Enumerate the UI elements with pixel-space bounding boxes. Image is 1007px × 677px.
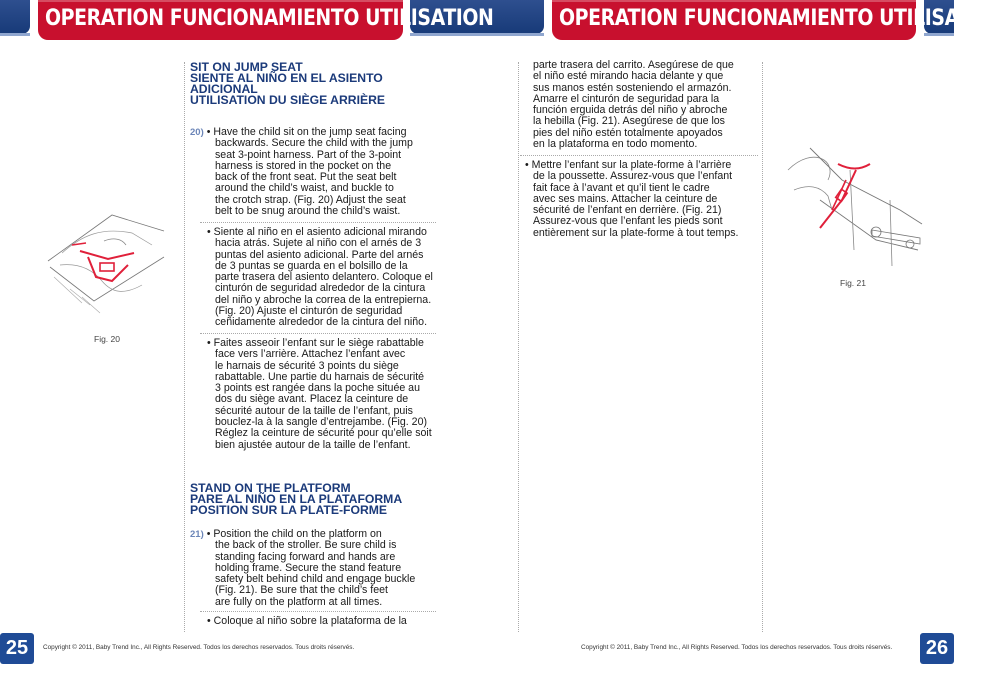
text-line: backwards. Secure the child with the jump — [215, 137, 413, 150]
copyright-right: Copyright © 2011, Baby Trend Inc., All Rights Reserved. Todos los derechos reservados. Tous droits réservés. — [581, 644, 893, 651]
fig-21-caption: Fig. 21 — [840, 278, 866, 288]
page-number-left: 25 — [0, 633, 34, 664]
step-number: 20) — [190, 127, 204, 138]
separator — [200, 611, 436, 612]
heading-line: SIENTE AL NIÑO EN EL ASIENTO — [190, 71, 383, 85]
fig-21-illustration — [780, 140, 930, 275]
text-line: safety belt behind child and engage buckle — [215, 573, 416, 586]
text-line: around the child’s waist, and buckle to — [215, 182, 394, 195]
text-line: seat 3-point harness. Part of the 3-point — [215, 148, 402, 161]
text-line: the crotch strap. (Fig. 20) Adjust the seat — [215, 193, 406, 206]
text-line: hacia atrás. Sujete al niño con el arnés de 3 — [215, 237, 422, 250]
header-bar-right — [552, 0, 1007, 40]
text-line: (Fig. 20) Ajuste el cinturón de seguridad — [215, 305, 403, 318]
heading-line: STAND ON THE PLATFORM — [190, 481, 351, 495]
column-divider-left — [184, 62, 185, 632]
header-title-right: OPERATION FUNCIONAMIENTO UTILISATION — [559, 6, 1007, 31]
safety-belt-icon — [838, 164, 870, 169]
text-line: sécurité de l’enfant en derrière. (Fig. 21) — [533, 204, 722, 217]
text-line: belt to be snug around the child’s waist. — [215, 205, 401, 218]
step-21-french — [525, 160, 739, 239]
header-rule-center — [410, 33, 544, 36]
text-line: • Faites asseoir l’enfant sur le siège rabattable — [207, 337, 424, 349]
seat-outline — [48, 215, 164, 261]
header-rule-right — [924, 33, 954, 36]
text-line: Assurez-vous que l’enfant les pieds sont — [533, 215, 723, 228]
text-line: face vers l’arrière. Attachez l’enfant avec — [215, 348, 406, 361]
text-line: el niño esté mirando hacia delante y que — [533, 70, 724, 83]
text-line: pies del niño estén totalmente apoyados — [533, 126, 723, 139]
text-line: función erguida detrás del niño y abroche — [533, 104, 728, 117]
text-line: le harnais de sécurité 3 points du siège — [215, 359, 399, 372]
header-rule-left — [0, 33, 30, 36]
step-21-english — [190, 529, 415, 608]
text-line: de 3 puntas se guarda en el bolsillo de la — [215, 259, 408, 272]
text-line: avec ses mains. Attacher la ceinture de — [533, 192, 718, 205]
section-heading-jump-seat — [190, 62, 385, 106]
heading-line: POSITION SUR LA PLATE-FORME — [190, 503, 388, 517]
text-line: parte trasera del carrito. Asegúrese de que — [533, 59, 734, 71]
fig-20-caption: Fig. 20 — [94, 334, 120, 344]
heading-line: ADICIONAL — [190, 82, 258, 96]
hand-outline — [788, 157, 830, 180]
text-line: la hebilla (Fig. 21). Asegúrese de que los — [533, 115, 725, 128]
column-divider-right1 — [762, 62, 763, 632]
text-line: • Mettre l’enfant sur la plate-forme à l’arrière — [525, 159, 732, 171]
text-line: entièrement sur la plate-forme à tout temps. — [533, 226, 739, 239]
text-line: parte trasera del asiento delantero. Coloque el — [215, 271, 433, 284]
text-line: • Coloque al niño sobre la plataforma de la — [207, 615, 407, 627]
text-line: bien ajustée autour de la taille de l’enfant. — [215, 438, 411, 451]
text-line: en la plataforma en todo momento. — [533, 138, 698, 151]
step-20-french — [207, 338, 432, 451]
text-line: de la poussette. Assurez-vous que l’enfant — [533, 170, 733, 183]
hand-outline — [104, 239, 126, 245]
text-line: • Have the child sit on the jump seat facing — [206, 126, 407, 138]
text-line: back of the front seat. Put the seat belt — [215, 171, 397, 184]
text-line: fait face à l’avant et qu’il tient le cadre — [533, 181, 710, 194]
text-line: cinturón de seguridad alrededor de la cintura — [215, 282, 426, 295]
frame-outline — [820, 200, 918, 250]
step-20-english — [190, 127, 413, 217]
heading-line: UTILISATION DU SIÈGE ARRIÈRE — [190, 93, 386, 107]
text-line: harness is stored in the pocket on the — [215, 159, 392, 172]
buckle-icon — [100, 263, 114, 271]
text-line: ceñidamente alrededor de la cintura del niño. — [215, 316, 428, 329]
text-line: • Position the child on the platform on — [206, 528, 382, 540]
frame-post — [850, 170, 892, 266]
arm-outline — [794, 187, 832, 210]
harness-strap-icon — [88, 257, 128, 281]
text-line: (Fig. 21). Be sure that the child’s feet — [215, 584, 388, 597]
text-line: del niño y abroche la correa de la entrepierna. — [215, 293, 432, 306]
frame-outline — [810, 148, 922, 224]
heading-line: SIT ON JUMP SEAT — [190, 60, 303, 74]
hinge-outline — [906, 240, 914, 248]
text-line: 3 points est rangée dans la poche située au — [215, 382, 420, 395]
text-line: Réglez la ceinture de sécurité pour qu’elle soit — [215, 427, 432, 440]
page-number-right: 26 — [920, 633, 954, 664]
separator — [200, 333, 436, 334]
section-heading-platform — [190, 483, 402, 516]
text-line: rabattable. Une partie du harnais de sécurité — [215, 370, 425, 383]
step-21-spanish-cont — [533, 60, 734, 150]
step-number: 21) — [190, 529, 204, 540]
step-20-spanish — [207, 227, 433, 329]
platform-outline — [872, 230, 920, 244]
header-corner-left — [0, 0, 30, 34]
text-line: bouclez-la à la sangle d’entrejambe. (Fig. 20) — [215, 416, 427, 429]
text-line: standing facing forward and hands are — [215, 550, 396, 563]
text-line: sécurité autour de la taille de l’enfant, puis — [215, 404, 413, 417]
copyright-left: Copyright © 2011, Baby Trend Inc., All Rights Reserved. Todos los derechos reservados. Tous droits réservés. — [43, 644, 355, 651]
frame-outline — [54, 277, 100, 313]
separator — [200, 222, 436, 223]
text-line: • Siente al niño en el asiento adicional mirando — [207, 226, 427, 238]
separator — [520, 155, 758, 156]
column-divider-center — [518, 62, 519, 632]
text-line: dos du siège avant. Placez la ceinture de — [215, 393, 409, 406]
hinge-outline — [871, 227, 881, 237]
text-line: puntas del asiento adicional. Parte del arnés — [215, 248, 424, 261]
text-line: the back of the stroller. Be sure child is — [215, 539, 397, 552]
step-21-spanish-start — [207, 616, 407, 627]
fig-20-illustration — [42, 205, 172, 325]
text-line: sus manos estén sosteniendo el armazón. — [533, 81, 732, 94]
text-line: Amarre el cinturón de seguridad para la — [533, 92, 720, 105]
heading-line: PARE AL NIÑO EN LA PLATAFORMA — [190, 492, 403, 506]
text-line: are fully on the platform at all times. — [215, 595, 383, 608]
header-bar-left — [38, 0, 494, 40]
seat-back-outline — [62, 231, 152, 253]
header-title-left: OPERATION FUNCIONAMIENTO UTILISATION — [45, 6, 494, 31]
text-line: holding frame. Secure the stand feature — [215, 561, 402, 574]
